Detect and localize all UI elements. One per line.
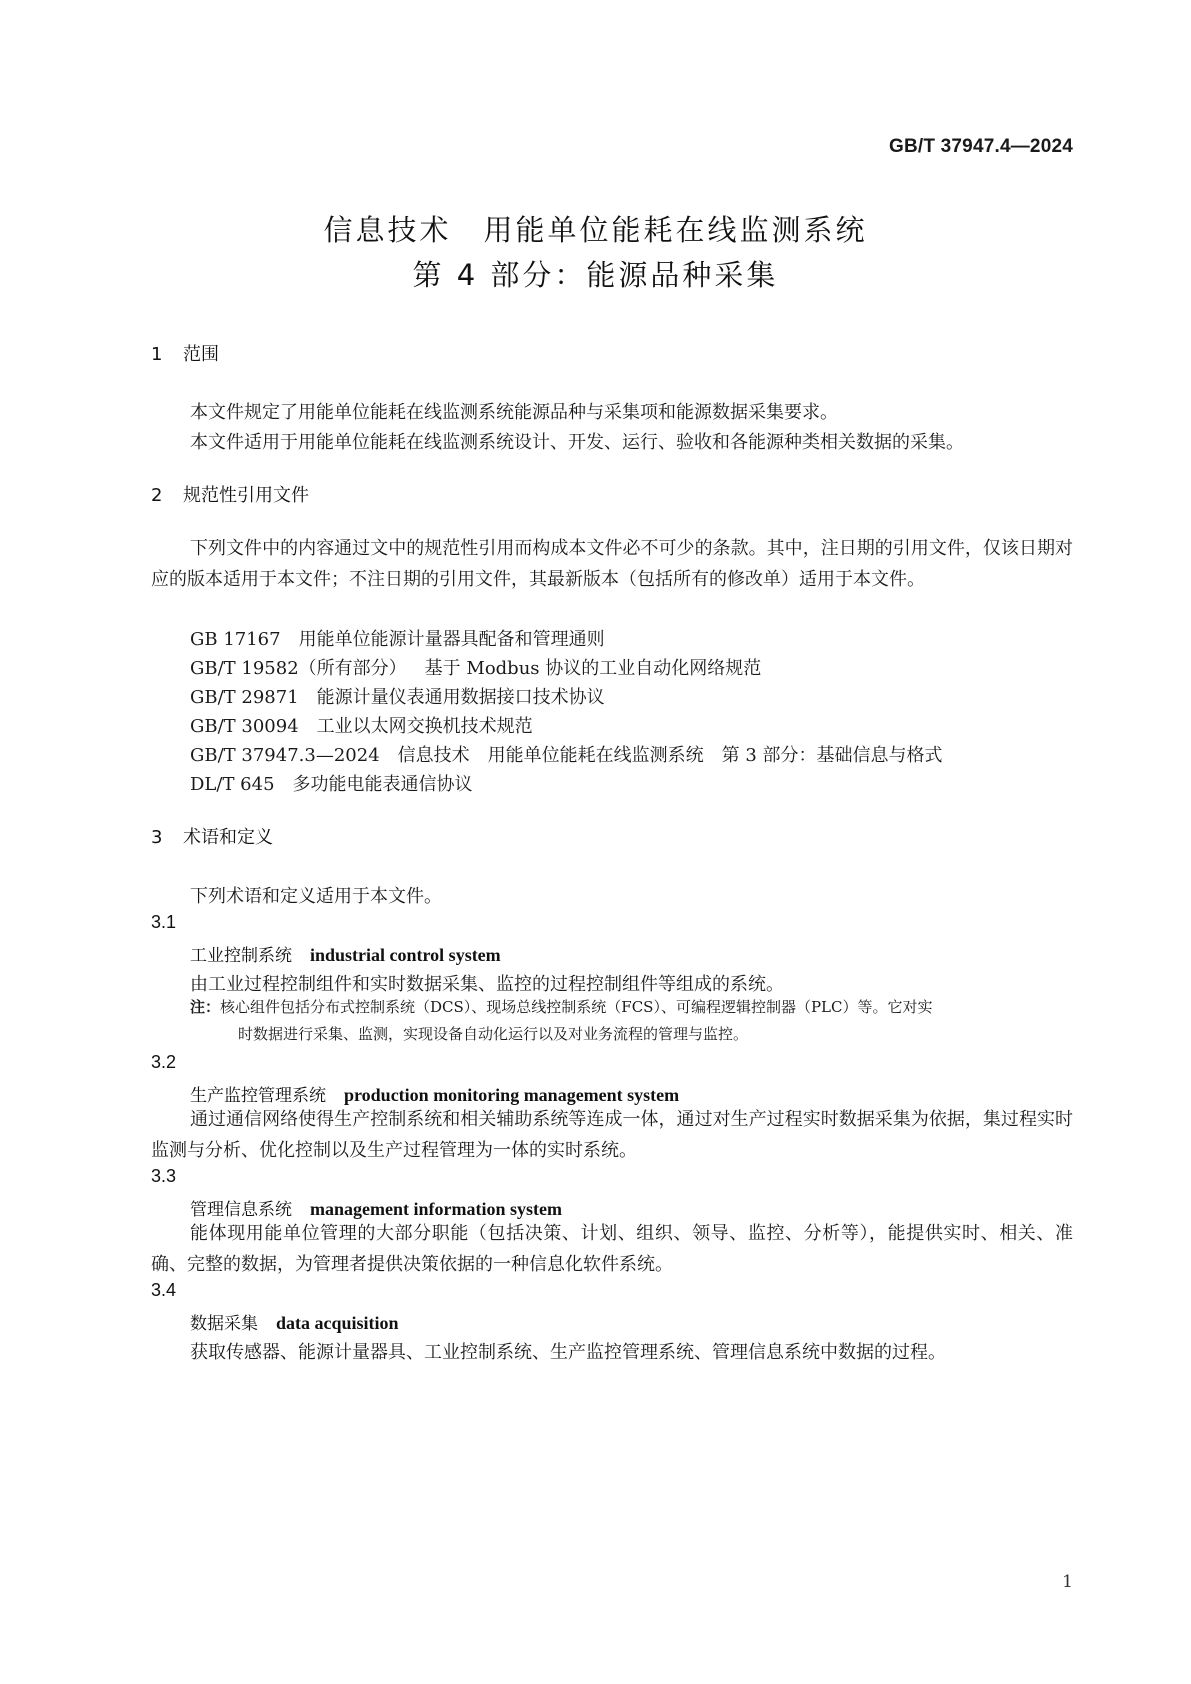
reference-title: 用能单位能源计量器具配备和管理通则 xyxy=(298,629,605,650)
title-line-2: 第 4 部分：能源品种采集 xyxy=(412,258,779,292)
reference-title: 能源计量仪表通用数据接口技术协议 xyxy=(316,687,605,708)
term-zh: 管理信息系统 xyxy=(190,1200,292,1220)
term-zh: 生产监控管理系统 xyxy=(190,1086,326,1106)
term-zh: 工业控制系统 xyxy=(190,946,292,966)
term-definition: 通过通信网络使得生产控制系统和相关辅助系统等连成一体，通过对生产过程实时数据采集为依据，集过程实时监测与分析、优化控制以及生产过程管理为一体的实时系统。 xyxy=(151,1109,1073,1161)
reference-item xyxy=(190,741,943,767)
section-number: 1 xyxy=(151,344,163,365)
section-2-heading xyxy=(151,481,309,507)
reference-code: GB/T 30094 xyxy=(190,716,299,737)
reference-code: GB 17167 xyxy=(190,629,281,650)
reference-code: GB/T 29871 xyxy=(190,687,299,708)
term-definition: 能体现用能单位管理的大部分职能（包括决策、计划、组织、领导、监控、分析等），能提供实时、相关、准确、完整的数据，为管理者提供决策依据的一种信息化软件系统。 xyxy=(151,1223,1073,1275)
term-en: management information system xyxy=(310,1199,562,1219)
reference-item xyxy=(190,712,533,738)
term-heading xyxy=(190,1195,562,1220)
term-heading xyxy=(190,941,501,966)
term-number: 3.1 xyxy=(151,912,177,932)
reference-code: DL/T 645 xyxy=(190,774,275,795)
reference-title: 工业以太网交换机技术规范 xyxy=(316,716,533,737)
reference-code: GB/T 37947.3—2024 xyxy=(190,745,380,766)
section-title: 术语和定义 xyxy=(183,827,273,848)
term-number: 3.4 xyxy=(151,1280,177,1300)
paragraph: 本文件适用于用能单位能耗在线监测系统设计、开发、运行、验收和各能源种类相关数据的采集。 xyxy=(190,432,964,453)
section-number: 2 xyxy=(151,485,163,506)
term-en: production monitoring management system xyxy=(344,1085,680,1105)
section-title: 范围 xyxy=(183,344,219,365)
paragraph: 下列文件中的内容通过文中的规范性引用而构成本文件必不可少的条款。其中，注日期的引用文件，仅该日期对应的版本适用于本文件；不注日期的引用文件，其最新版本（包括所有的修改单）适用于本文件。 xyxy=(151,538,1073,590)
term-en: industrial control system xyxy=(310,945,501,965)
paragraph: 本文件规定了用能单位能耗在线监测系统能源品种与采集项和能源数据采集要求。 xyxy=(190,402,838,423)
reference-code: GB/T 19582（所有部分） xyxy=(190,658,407,679)
reference-title: 多功能电能表通信协议 xyxy=(292,774,473,795)
paragraph: 下列术语和定义适用于本文件。 xyxy=(190,886,442,907)
term-number: 3.3 xyxy=(151,1166,177,1186)
term-definition: 获取传感器、能源计量器具、工业控制系统、生产监控管理系统、管理信息系统中数据的过程。 xyxy=(190,1342,946,1363)
note-text-line-2: 时数据进行采集、监测，实现设备自动化运行以及对业务流程的管理与监控。 xyxy=(238,1025,749,1043)
page-number: 1 xyxy=(1062,1572,1073,1592)
note-text-line-1: 核心组件包括分布式控制系统（DCS）、现场总线控制系统（FCS）、可编程逻辑控制器（PLC）等。它对实 xyxy=(220,998,933,1016)
term-heading xyxy=(190,1081,679,1106)
reference-item xyxy=(190,654,761,680)
term-note xyxy=(190,994,1073,1048)
term-definition: 由工业过程控制组件和实时数据采集、监控的过程控制组件等组成的系统。 xyxy=(190,974,784,995)
section-title: 规范性引用文件 xyxy=(183,485,309,506)
section-3-heading xyxy=(151,823,273,849)
section-number: 3 xyxy=(151,827,163,848)
note-label: 注： xyxy=(190,998,221,1016)
term-heading xyxy=(190,1309,399,1334)
reference-item xyxy=(190,683,605,709)
document-number: GB/T 37947.4—2024 xyxy=(888,136,1073,157)
title-line-1: 信息技术 用能单位能耗在线监测系统 xyxy=(323,213,868,247)
term-en: data acquisition xyxy=(276,1313,399,1333)
term-zh: 数据采集 xyxy=(190,1314,258,1334)
reference-title: 信息技术 用能单位能耗在线监测系统 第 3 部分：基础信息与格式 xyxy=(397,745,943,766)
section-1-heading xyxy=(151,340,219,366)
term-number: 3.2 xyxy=(151,1052,177,1072)
reference-title: 基于 Modbus 协议的工业自动化网络规范 xyxy=(424,658,762,679)
reference-item xyxy=(190,770,473,796)
reference-item xyxy=(190,625,605,651)
